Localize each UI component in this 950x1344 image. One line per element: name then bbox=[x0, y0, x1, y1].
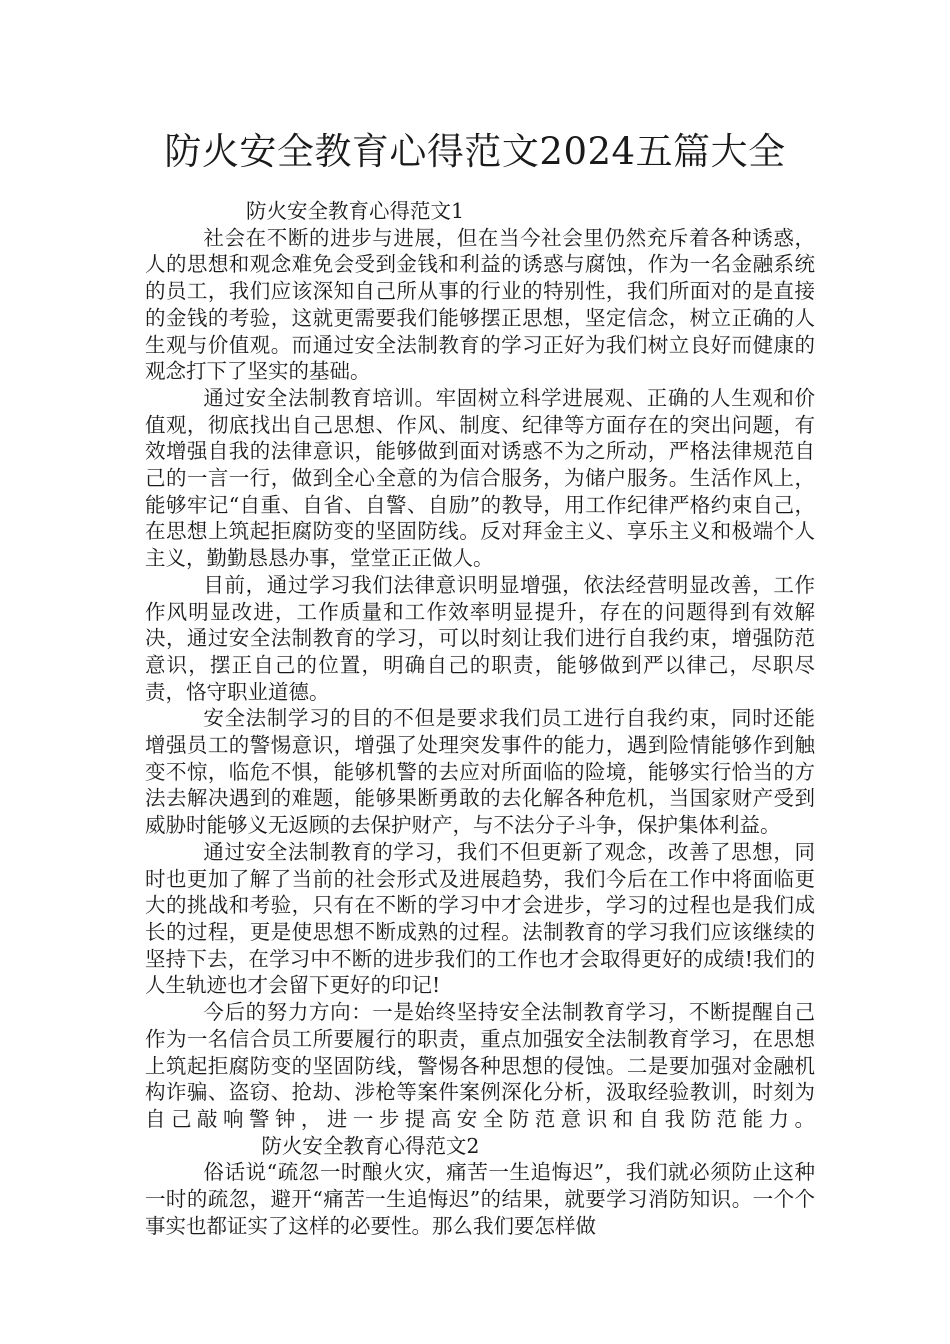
paragraph-1: 社会在不断的进步与进展，但在当今社会里仍然充斥着各种诱惑，人的思想和观念难免会受到金钱和利益的诱惑与腐蚀，作为一名金融系统的员工，我们应该深知自己所从事的行业的特别性，我们所面对的是直接的金钱的考验，这就更需要我们能够摆正思想，坚定信念，树立正确的人生观与价值观。而通过安全法制教育的学习正好为我们树立良好而健康的观念打下了坚实的基础。 bbox=[145, 225, 815, 384]
paragraph-2: 通过安全法制教育培训。牢固树立科学进展观、正确的人生观和价值观，彻底找出自己思想、作风、制度、纪律等方面存在的突出问题，有效增强自我的法律意识，能够做到面对诱惑不为之所动，严格法律规范自己的一言一行，做到全心全意的为信合服务，为储户服务。生活作风上，能够牢记“自重、自省、自警、自励”的教导，用工作纪律严格约束自己，在思想上筑起拒腐防变的坚固防线。反对拜金主义、享乐主义和极端个人主义，勤勤恳恳办事，堂堂正正做人。 bbox=[145, 385, 815, 571]
document-title: 防火安全教育心得范文2024五篇大全 bbox=[164, 130, 786, 173]
paragraph-6 bbox=[145, 999, 815, 1159]
paragraph-7: 俗话说“疏忽一时酿火灾，痛苦一生追悔迟”，我们就必须防止这种一时的疏忽，避开“痛苦一生追悔迟”的结果，就要学习消防知识。一个个事实也都证实了这样的必要性。那么我们要怎样做 bbox=[145, 1160, 815, 1238]
paragraph-4: 安全法制学习的目的不但是要求我们员工进行自我约束，同时还能增强员工的警惕意识，增强了处理突发事件的能力，遇到险情能够作到触变不惊，临危不惧，能够机警的去应对所面临的险境，能够实行恰当的方法去解决遇到的难题，能够果断勇敢的去化解各种危机，当国家财产受到威胁时能够义无返顾的去保护财产，与不法分子斗争，保护集体利益。 bbox=[145, 706, 815, 838]
document-body bbox=[145, 198, 815, 1239]
paragraph-3: 目前，通过学习我们法律意识明显增强，依法经营明显改善，工作作风明显改进，工作质量和工作效率明显提升，存在的问题得到有效解决，通过安全法制教育的学习，可以时刻让我们进行自我约束，增强防范意识，摆正自己的位置，明确自己的职责，能够做到严以律己，尽职尽责，恪守职业道德。 bbox=[145, 572, 815, 704]
section-heading-2: 防火安全教育心得范文2 bbox=[261, 1133, 480, 1158]
section-heading-1: 防火安全教育心得范文1 bbox=[246, 199, 465, 223]
paragraph-5: 通过安全法制教育的学习，我们不但更新了观念，改善了思想，同时也更加了解了当前的社会形式及进展趋势，我们今后在工作中将面临更大的挑战和考验，只有在不断的学习中才会进步，学习的过程也是我们成长的过程，更是使思想不断成熟的过程。法制教育的学习我们应该继续的坚持下去，在学习中不断的进步我们的工作也才会取得更好的成绩!我们的人生轨迹也才会留下更好的印记! bbox=[145, 839, 815, 998]
paragraph-6-text: 今后的努力方向：一是始终坚持安全法制教育学习，不断提醒自己作为一名信合员工所要履行的职责，重点加强安全法制教育学习，在思想上筑起拒腐防变的坚固防线，警惕各种思想的侵蚀。二是要加强对金融机构诈骗、盗窃、抢劫、涉枪等案件案例深化分析，汲取经验教训，时刻为自己敲响警钟，进一步提高安全防范意识和自我防范能力。 bbox=[145, 1000, 815, 1131]
